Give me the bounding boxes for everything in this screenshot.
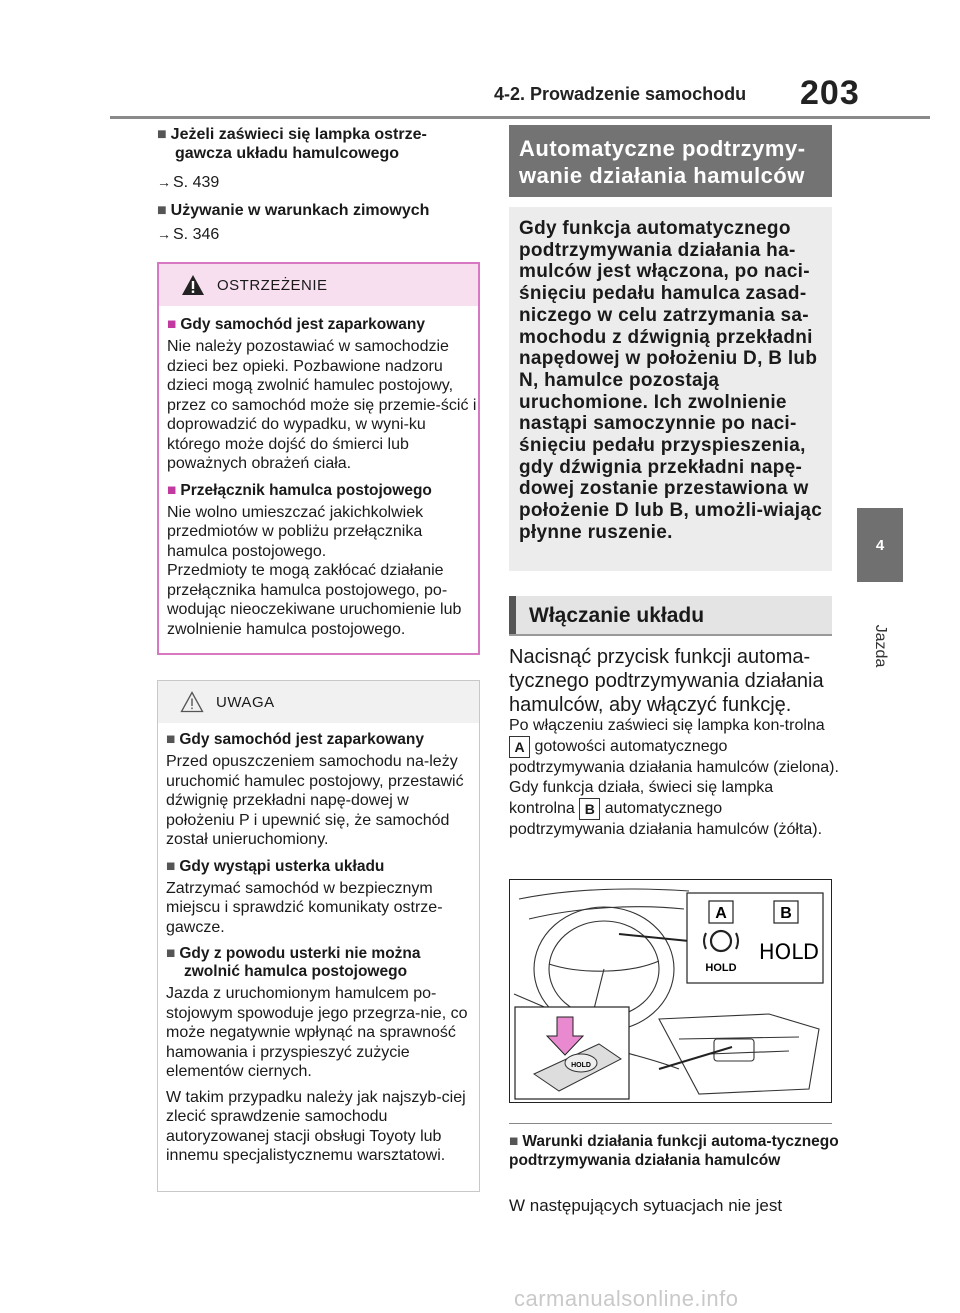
caution-header (158, 681, 479, 723)
caution-triangle-icon (180, 691, 204, 713)
arrow-icon: → (157, 174, 171, 190)
watermark: carmanualsonline.info (514, 1286, 739, 1311)
warning-box (157, 262, 480, 655)
bullet-square-icon: ■ (157, 126, 167, 143)
subsection-heading (509, 596, 832, 636)
ref-link-1[interactable] (157, 173, 219, 192)
warning-triangle-icon (181, 274, 205, 296)
caution-heading-2 (166, 858, 478, 876)
warning-header (159, 264, 478, 306)
warning-paragraph-1: Nie należy pozostawiać w samochodzie dzieci bez opieki. Pozbawione nadzoru dzieci mogą zwolnić hamulec postojowy, przez co samochód może się przemie-ścić i doprowadzić do wypadku, w wyni-ku którego może dojść do śmierci lub poważnych obrażeń ciała. (167, 338, 477, 472)
feature-title-line1: Automatyczne podtrzymy- (519, 136, 806, 161)
caution-heading-1 (166, 731, 478, 749)
caution-paragraph-2: Zatrzymać samochód w bezpiecznym miejscu i sprawdzić komunikaty ostrze-gawcze. (166, 879, 443, 936)
caution-body (166, 723, 478, 1172)
page-number: 203 (800, 74, 860, 112)
subsection-bar (509, 596, 516, 634)
section-rule (509, 1123, 832, 1124)
hold-active-label: HOLD (758, 940, 820, 964)
ref-link-1-text: S. 439 (173, 174, 220, 191)
caution-paragraph-3: Jazda z uruchomionym hamulcem po-stojowym spowoduje jego przegrza-nie, co może negatywnie wpłynąć na sprawność hamowania i przyspieszyć zużycie elementów ciernych. (166, 985, 468, 1080)
caution-paragraph-4: W takim przypadku należy jak najszyb-ciej zlecić sprawdzenie samochodu autoryzowanej stacji obsługi Toyoty lub innemu specjalistycznemu warsztatowi. (166, 1088, 466, 1164)
bullet-square-icon: ■ (509, 1133, 519, 1150)
caution-box (157, 680, 480, 1192)
instruction-text: Nacisnąć przycisk funkcji automa-tycznego podtrzymywania działania hamulców, aby włączyć funkcję. (509, 646, 824, 716)
indicator-paragraph-part1: Po włączeniu zaświeci się lampka kon-trolna (509, 717, 825, 734)
caution-heading-2-text: Gdy wystąpi usterka układu (179, 857, 385, 875)
feature-summary-box (509, 207, 832, 571)
ref-link-2-text: S. 346 (173, 226, 220, 243)
bullet-square-icon: ■ (157, 202, 167, 219)
subsection-title: Włączanie układu (529, 604, 705, 627)
warning-heading-1 (167, 316, 479, 334)
warning-paragraph-2a: Nie wolno umieszczać jakichkolwiek przedmiotów w pobliżu przełącznika hamulca postojowego. (167, 503, 424, 560)
warning-heading-2-text: Przełącznik hamulca postojowego (180, 481, 432, 499)
key-b-label: B (579, 798, 600, 820)
caution-title: UWAGA (216, 694, 275, 711)
chapter-label (860, 616, 900, 676)
callout-label-a: A (715, 905, 727, 922)
ref-heading-1-line2: gawcza układu hamulcowego (175, 145, 400, 162)
caution-paragraph-1: Przed opuszczeniem samochodu na-leży uruchomić hamulec postojowy, przestawić dźwignię przekładni napę-dowej w położeniu P i upewnić się, że samochód został unieruchomiony. (166, 753, 464, 848)
feature-title-line2: wanie działania hamulców (519, 163, 805, 188)
indicator-paragraph-part3: automatycznego podtrzymywania działania hamulców (żółta). (509, 800, 823, 838)
section-title: 4-2. Prowadzenie samochodu (494, 84, 747, 104)
feature-summary-text: Gdy funkcja automatycznego podtrzymywania działania ha-mulców jest włączona, po naci-śnięciu pedału hamulca zasad-niczego w celu zatrzymania sa-mochodu z dźwignią przekładni napędowej w położeniu D, B lub N, hamulce pozostają uruchomione. Ich zwolnienie nastąpi samoczynnie po naci-śnięciu pedału przyspieszenia, gdy dźwignia przekładni napę-dowej zostanie przestawiona w położenie D lub B, umożli-wiając płynne ruszenie. (519, 218, 823, 543)
bullet-square-icon: ■ (166, 857, 176, 875)
warning-heading-1-text: Gdy samochód jest zaparkowany (180, 316, 426, 333)
bullet-square-icon: ■ (166, 945, 176, 962)
hold-button-label: HOLD (571, 1062, 591, 1069)
ref-heading-2-text: Używanie w warunkach zimowych (170, 202, 430, 219)
key-a-label: A (509, 736, 530, 758)
caution-heading-1-text: Gdy samochód jest zaparkowany (179, 731, 425, 748)
conditions-text: W następujących sytuacjach nie jest (509, 1196, 783, 1215)
warning-heading-2 (167, 482, 479, 500)
warning-title: OSTRZEŻENIE (217, 277, 328, 294)
bullet-square-icon: ■ (166, 731, 176, 748)
ref-link-2[interactable] (157, 225, 219, 244)
indicator-paragraph-part2: gotowości automatycznego podtrzymywania działania hamulców (zielona). Gdy funkcja działa, świeci się lampka kontrolna (509, 738, 839, 818)
warning-body (167, 308, 479, 645)
ref-heading-1-line1: Jeżeli zaświeci się lampka ostrze- (170, 126, 427, 143)
ref-heading-1 (157, 125, 487, 163)
arrow-icon: → (157, 226, 171, 242)
chapter-tab: 4 (857, 508, 903, 582)
feature-title-band (509, 125, 832, 197)
dashboard-illustration (509, 879, 832, 1103)
conditions-heading-text: Warunki działania funkcji automa-tycznego podtrzymywania działania hamulców (509, 1133, 839, 1169)
conditions-heading (509, 1133, 839, 1170)
header-rule (110, 116, 930, 119)
caution-heading-3 (166, 945, 478, 981)
feature-title (519, 135, 806, 189)
ref-heading-2 (157, 201, 487, 220)
caution-heading-3-line1: Gdy z powodu usterki nie można (179, 945, 421, 962)
warning-paragraph-2b: Przedmioty te mogą zakłócać działanie przełącznika hamulca postojowego, po-wodując nieoczekiwane uruchomienie lub zwolnienie hamulca postojowego. (167, 562, 462, 638)
bullet-square-icon: ■ (167, 481, 177, 499)
callout-label-b: B (780, 905, 792, 922)
chapter-label-text: Jazda (872, 624, 889, 668)
caution-heading-3-line2: zwolnić hamulca postojowego (184, 963, 408, 980)
hold-icon-label: HOLD (705, 962, 737, 974)
bullet-square-icon: ■ (167, 316, 177, 333)
indicator-paragraph (509, 716, 839, 840)
